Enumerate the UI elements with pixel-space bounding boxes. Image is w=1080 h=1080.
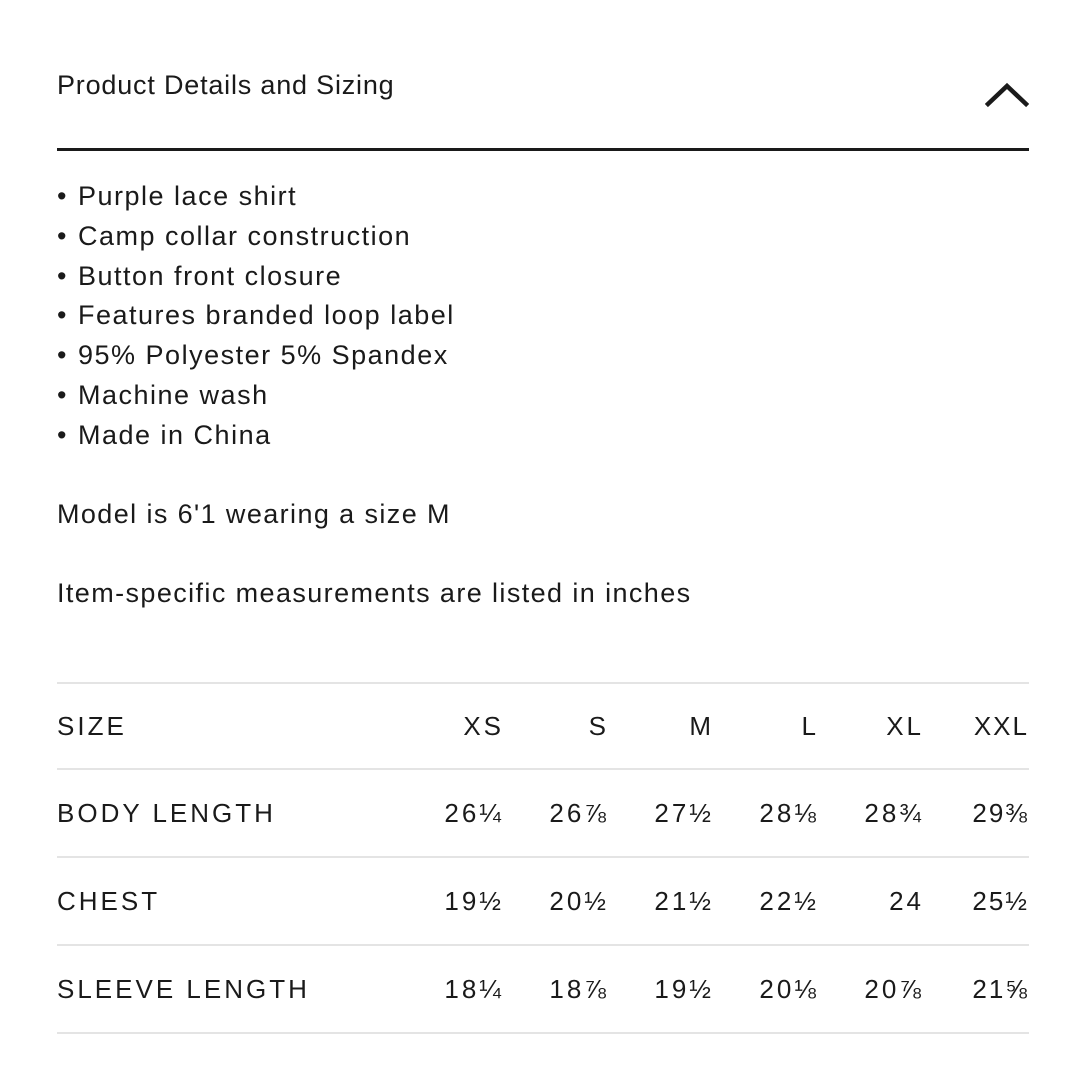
bullet: •: [57, 220, 68, 251]
list-item: [57, 336, 455, 376]
list-item: [57, 376, 455, 416]
table-cell: 28¾: [819, 769, 924, 857]
table-cell: 29⅜: [924, 769, 1029, 857]
list-item-text: Button front closure: [78, 260, 343, 291]
product-details-accordion-header[interactable]: [57, 64, 1029, 151]
table-cell: 26⅞: [504, 769, 609, 857]
measurement-unit-note: Item-specific measurements are listed in inches: [57, 578, 692, 608]
list-item-text: Made in China: [78, 419, 272, 450]
list-item: [57, 416, 455, 456]
table-cell: 24: [819, 857, 924, 945]
table-row: [57, 769, 1029, 857]
size-chart-table: [57, 682, 1029, 1034]
table-cell: 18¼: [399, 945, 504, 1033]
bullet: •: [57, 300, 68, 331]
table-cell: 19½: [399, 857, 504, 945]
size-column-header: M: [609, 683, 714, 769]
list-item-text: Machine wash: [78, 379, 269, 410]
size-column-header: XS: [399, 683, 504, 769]
list-item-text: Purple lace shirt: [78, 181, 298, 211]
table-row: [57, 857, 1029, 945]
table-cell: 20½: [504, 857, 609, 945]
table-cell: 26¼: [399, 769, 504, 857]
row-label-body-length: BODY LENGTH: [57, 769, 399, 857]
list-item-text: 95% Polyester 5% Spandex: [78, 340, 449, 371]
row-label-sleeve-length: SLEEVE LENGTH: [57, 945, 399, 1033]
list-item: [57, 217, 455, 257]
bullet: •: [57, 419, 68, 450]
list-item-text: Features branded loop label: [78, 300, 455, 331]
size-column-header: L: [714, 683, 819, 769]
table-cell: 28⅛: [714, 769, 819, 857]
bullet: •: [57, 260, 68, 291]
bullet: •: [57, 379, 68, 410]
table-cell: 20⅞: [819, 945, 924, 1033]
product-details-list: [57, 177, 455, 456]
table-cell: 21⅝: [924, 945, 1029, 1033]
table-cell: 27½: [609, 769, 714, 857]
table-cell: 21½: [609, 857, 714, 945]
bullet: •: [57, 340, 68, 371]
list-item: [57, 257, 455, 297]
chevron-up-icon[interactable]: [985, 78, 1029, 108]
table-cell: 25½: [924, 857, 1029, 945]
table-cell: 22½: [714, 857, 819, 945]
table-header-row: [57, 683, 1029, 769]
row-label-chest: CHEST: [57, 857, 399, 945]
size-header-label: SIZE: [57, 683, 399, 769]
bullet: •: [57, 181, 68, 211]
section-title: Product Details and Sizing: [57, 70, 395, 100]
size-column-header: XL: [819, 683, 924, 769]
table-row: [57, 945, 1029, 1033]
list-item-text: Camp collar construction: [78, 220, 412, 251]
list-item: [57, 177, 455, 217]
size-column-header: S: [504, 683, 609, 769]
table-cell: 18⅞: [504, 945, 609, 1033]
table-cell: 19½: [609, 945, 714, 1033]
model-size-note: Model is 6'1 wearing a size M: [57, 499, 451, 529]
size-column-header: XXL: [924, 683, 1029, 769]
table-cell: 20⅛: [714, 945, 819, 1033]
list-item: [57, 296, 455, 336]
